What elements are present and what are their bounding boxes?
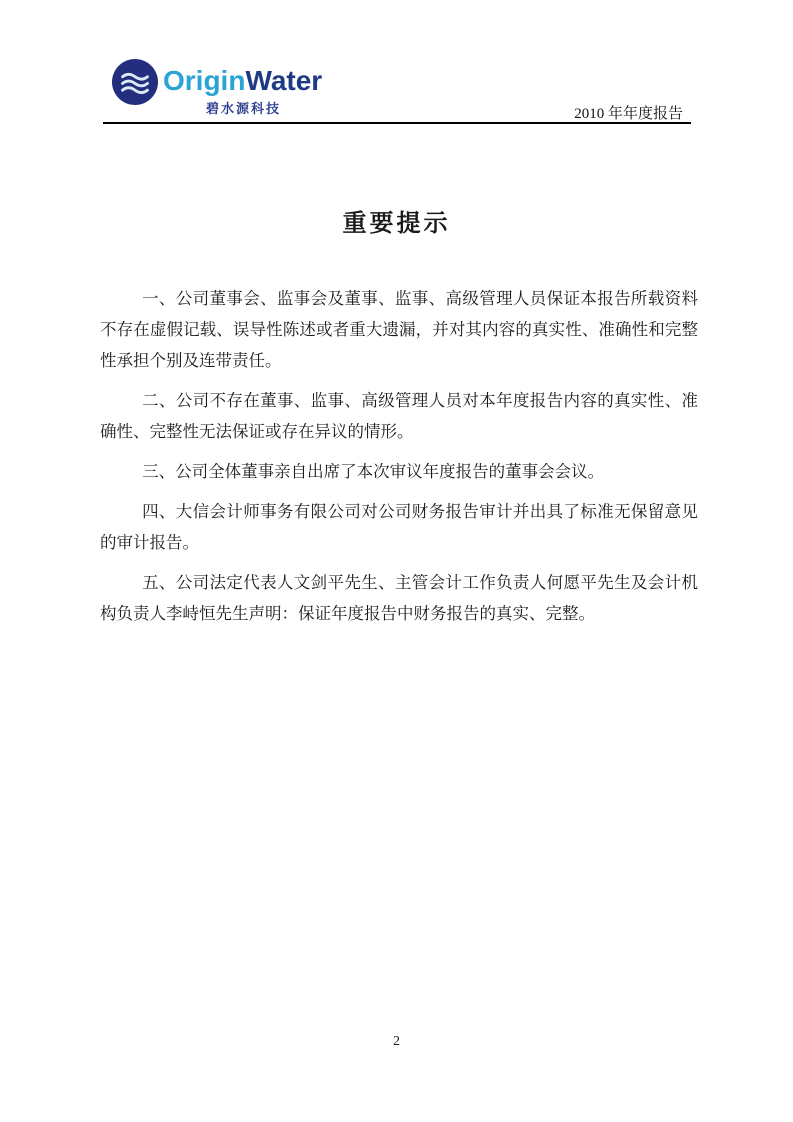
notice-paragraph-4: 四、大信会计师事务有限公司对公司财务报告审计并出具了标准无保留意见的审计报告。 xyxy=(100,502,698,552)
header-report-label: 2010 年年度报告 xyxy=(574,106,683,122)
originwater-logo-icon xyxy=(112,59,158,105)
brand-origin: Origin xyxy=(163,65,246,96)
header-divider xyxy=(103,122,691,124)
notice-paragraph-3: 三、公司全体董事亲自出席了本次审议年度报告的董事会会议。 xyxy=(142,462,605,481)
notice-paragraph-1: 一、公司董事会、监事会及董事、监事、高级管理人员保证本报告所载资料不存在虚假记载、误导性陈述或者重大遗漏，并对其内容的真实性、准确性和完整性承担个别及连带责任。 xyxy=(100,289,698,370)
notice-paragraph-2: 二、公司不存在董事、监事、高级管理人员对本年度报告内容的真实性、准确性、完整性无法保证或存在异议的情形。 xyxy=(100,391,698,441)
brand-subtitle: 碧水源科技 xyxy=(206,101,282,116)
page-title: 重要提示 xyxy=(342,211,451,237)
water-waves-icon xyxy=(112,59,158,105)
page-number: 2 xyxy=(393,1034,400,1049)
notice-paragraph-5: 五、公司法定代表人文剑平先生、主管会计工作负责人何愿平先生及会计机构负责人李峙恒先生声明：保证年度报告中财务报告的真实、完整。 xyxy=(100,573,698,623)
brand-water: Water xyxy=(245,65,323,96)
brand-wordmark xyxy=(163,66,322,96)
notice-body xyxy=(100,283,698,638)
